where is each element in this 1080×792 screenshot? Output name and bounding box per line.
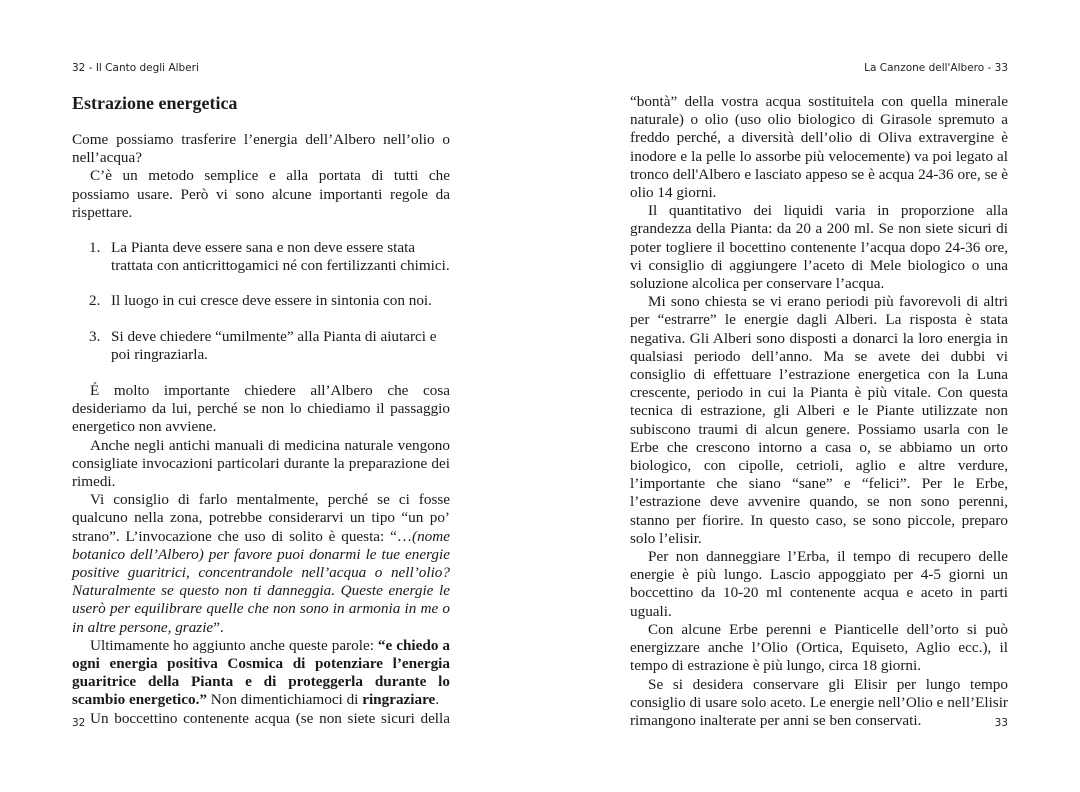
paragraph-oil: Con alcune Erbe perenni e Pianticelle dell’orto si può energizzare anche l’Olio (Ortica, Equiseto, Aglio ecc.), il tempo di estrazione è più lungo, circa 18 giorni. <box>630 620 1008 675</box>
running-head-right: La Canzone dell'Albero - 33 <box>864 62 1008 74</box>
paragraph-periods: Mi sono chiesta se vi erano periodi più favorevoli di altri per “estrarre” le energie dagli Alberi. La risposta è stata negativa. Gli Alberi sono disposti a donarci la loro energia in qualsiasi periodo dell’anno. Ma se avete dei dubbi vi consiglio di effettuare l’estrazione energetica con la Luna crescente, periodo in cui la Pianta è più vitale. Con questa tecnica di estrazione, gli Alberi e le Piante utilizzate non subiscono traumi di alcun genere. Possiamo usarla con le Erbe che crescono intorno a casa o, se abbiamo un orto biologico, con cipolle, cetrioli, aglio e altre verdure, l’importante che siano “sane” e “felici”. Per le Erbe, l’estrazione deve avvenire quando, se non sono perenni, stanno per fiorire. In questo caso, se sono piccole, preparo solo l’elisir. <box>630 293 1008 547</box>
paragraph-conserve: Se si desidera conservare gli Elisir per lungo tempo consiglio di usare solo aceto. Le energie nell’Olio e nell’Elisir rimangono inalterate per anni se ben conservati. <box>630 675 1008 729</box>
paragraph-bottle-start: Un boccettino contenente acqua (se non siete sicuri della <box>90 709 450 727</box>
invocation-close: ”. <box>213 618 224 636</box>
right-page-body <box>630 93 1008 730</box>
rule-text: Il luogo in cui cresce deve essere in sintonia con noi. <box>111 292 432 310</box>
left-page-body <box>72 92 450 728</box>
rule-item <box>89 239 450 275</box>
intro-method: C’è un metodo semplice e alla portata di tutti che possiamo usare. Però vi sono alcune importanti regole da rispettare. <box>72 167 450 221</box>
rule-number: 1. <box>89 239 101 257</box>
right-page <box>540 0 1080 792</box>
paragraph-quantity: Il quantitativo dei liquidi varia in proporzione alla grandezza della Pianta: da 20 a 200 ml. Se non siete sicuri di poter togliere il bocettino contenente l’acqua dopo 24-36 ore, vi consiglio di aggiungere l’aceto di Mele biologico o una soluzione alcolica per conservare l’acqua. <box>630 202 1008 293</box>
lately-thank: ringraziare <box>362 691 436 709</box>
rule-number: 2. <box>89 292 101 310</box>
paragraph-lately <box>72 637 450 710</box>
rules-list <box>89 239 450 364</box>
paragraph-invocation <box>72 491 450 637</box>
rule-text: Si deve chiedere “umilmente” alla Pianta di aiutarci e poi ringraziarla. <box>111 327 437 363</box>
page-number-left: 32 <box>72 717 86 729</box>
paragraph-recovery: Per non danneggiare l’Erba, il tempo di recupero delle energie è più lungo. Lascio appoggiato per 4-5 giorni un boccettino da 10-20 ml contenente acqua e aceto in parti uguali. <box>630 548 1008 620</box>
intro-question: Come possiamo trasferire l’energia dell’Albero nell’olio o nell’acqua? <box>72 131 450 167</box>
section-title: Estrazione energetica <box>72 93 238 113</box>
lately-quote: “e chiedo a ogni energia positiva Cosmica di potenziare l’energia guaritrice della Pianta e di proteggerla durante lo scambio energetico.” <box>72 636 450 709</box>
lately-intro: Ultimamente ho aggiunto anche queste parole: <box>90 636 378 654</box>
paragraph-continued: “bontà” della vostra acqua sostituitela con quella minerale naturale) o olio (uso olio biologico di Girasole spremuto a freddo perché, a diversità dell’olio di Oliva extravergine è inodore e la pelle lo assorbe più velocemente) va poi legato al tronco dell'Albero e lasciato appeso se è acqua 24-36 ore, se è olio 14 giorni. <box>630 93 1008 202</box>
running-head-left: 32 - Il Canto degli Alberi <box>72 62 199 74</box>
lately-mid: Non dimentichiamoci di <box>206 691 363 709</box>
invocation-intro: Vi consiglio di farlo mentalmente, perché se ci fosse qualcuno nella zona, potrebbe considerarvi un tipo “un po’ strano”. L’invocazione che uso di solito è questa: “… <box>72 491 450 545</box>
rule-number: 3. <box>89 327 101 345</box>
rule-item <box>89 292 450 310</box>
rule-item <box>89 328 450 364</box>
invocation-quote: (nome botanico dell’Albero) per favore puoi donarmi le tue energie positive guaritrici, concentrandole nell’acqua o nell’olio? Naturalmente se questo non ti danneggia. Queste energie le userò per equilibrare quelle che non sono in armonia in me o in altre persone, grazie <box>72 527 450 636</box>
paragraph-ask: É molto importante chiedere all’Albero che cosa desideriamo da lui, perché se non lo chiediamo il passaggio energetico non avviene. <box>72 382 450 436</box>
page-number-right: 33 <box>994 717 1008 729</box>
rule-text: La Pianta deve essere sana e non deve essere stata trattata con anticrittogamici né con fertilizzanti chimici. <box>111 239 450 275</box>
paragraph-manuals: Anche negli antichi manuali di medicina naturale vengono consigliate invocazioni particolari durante la preparazione dei rimedi. <box>72 436 450 491</box>
lately-end: . <box>435 691 440 709</box>
